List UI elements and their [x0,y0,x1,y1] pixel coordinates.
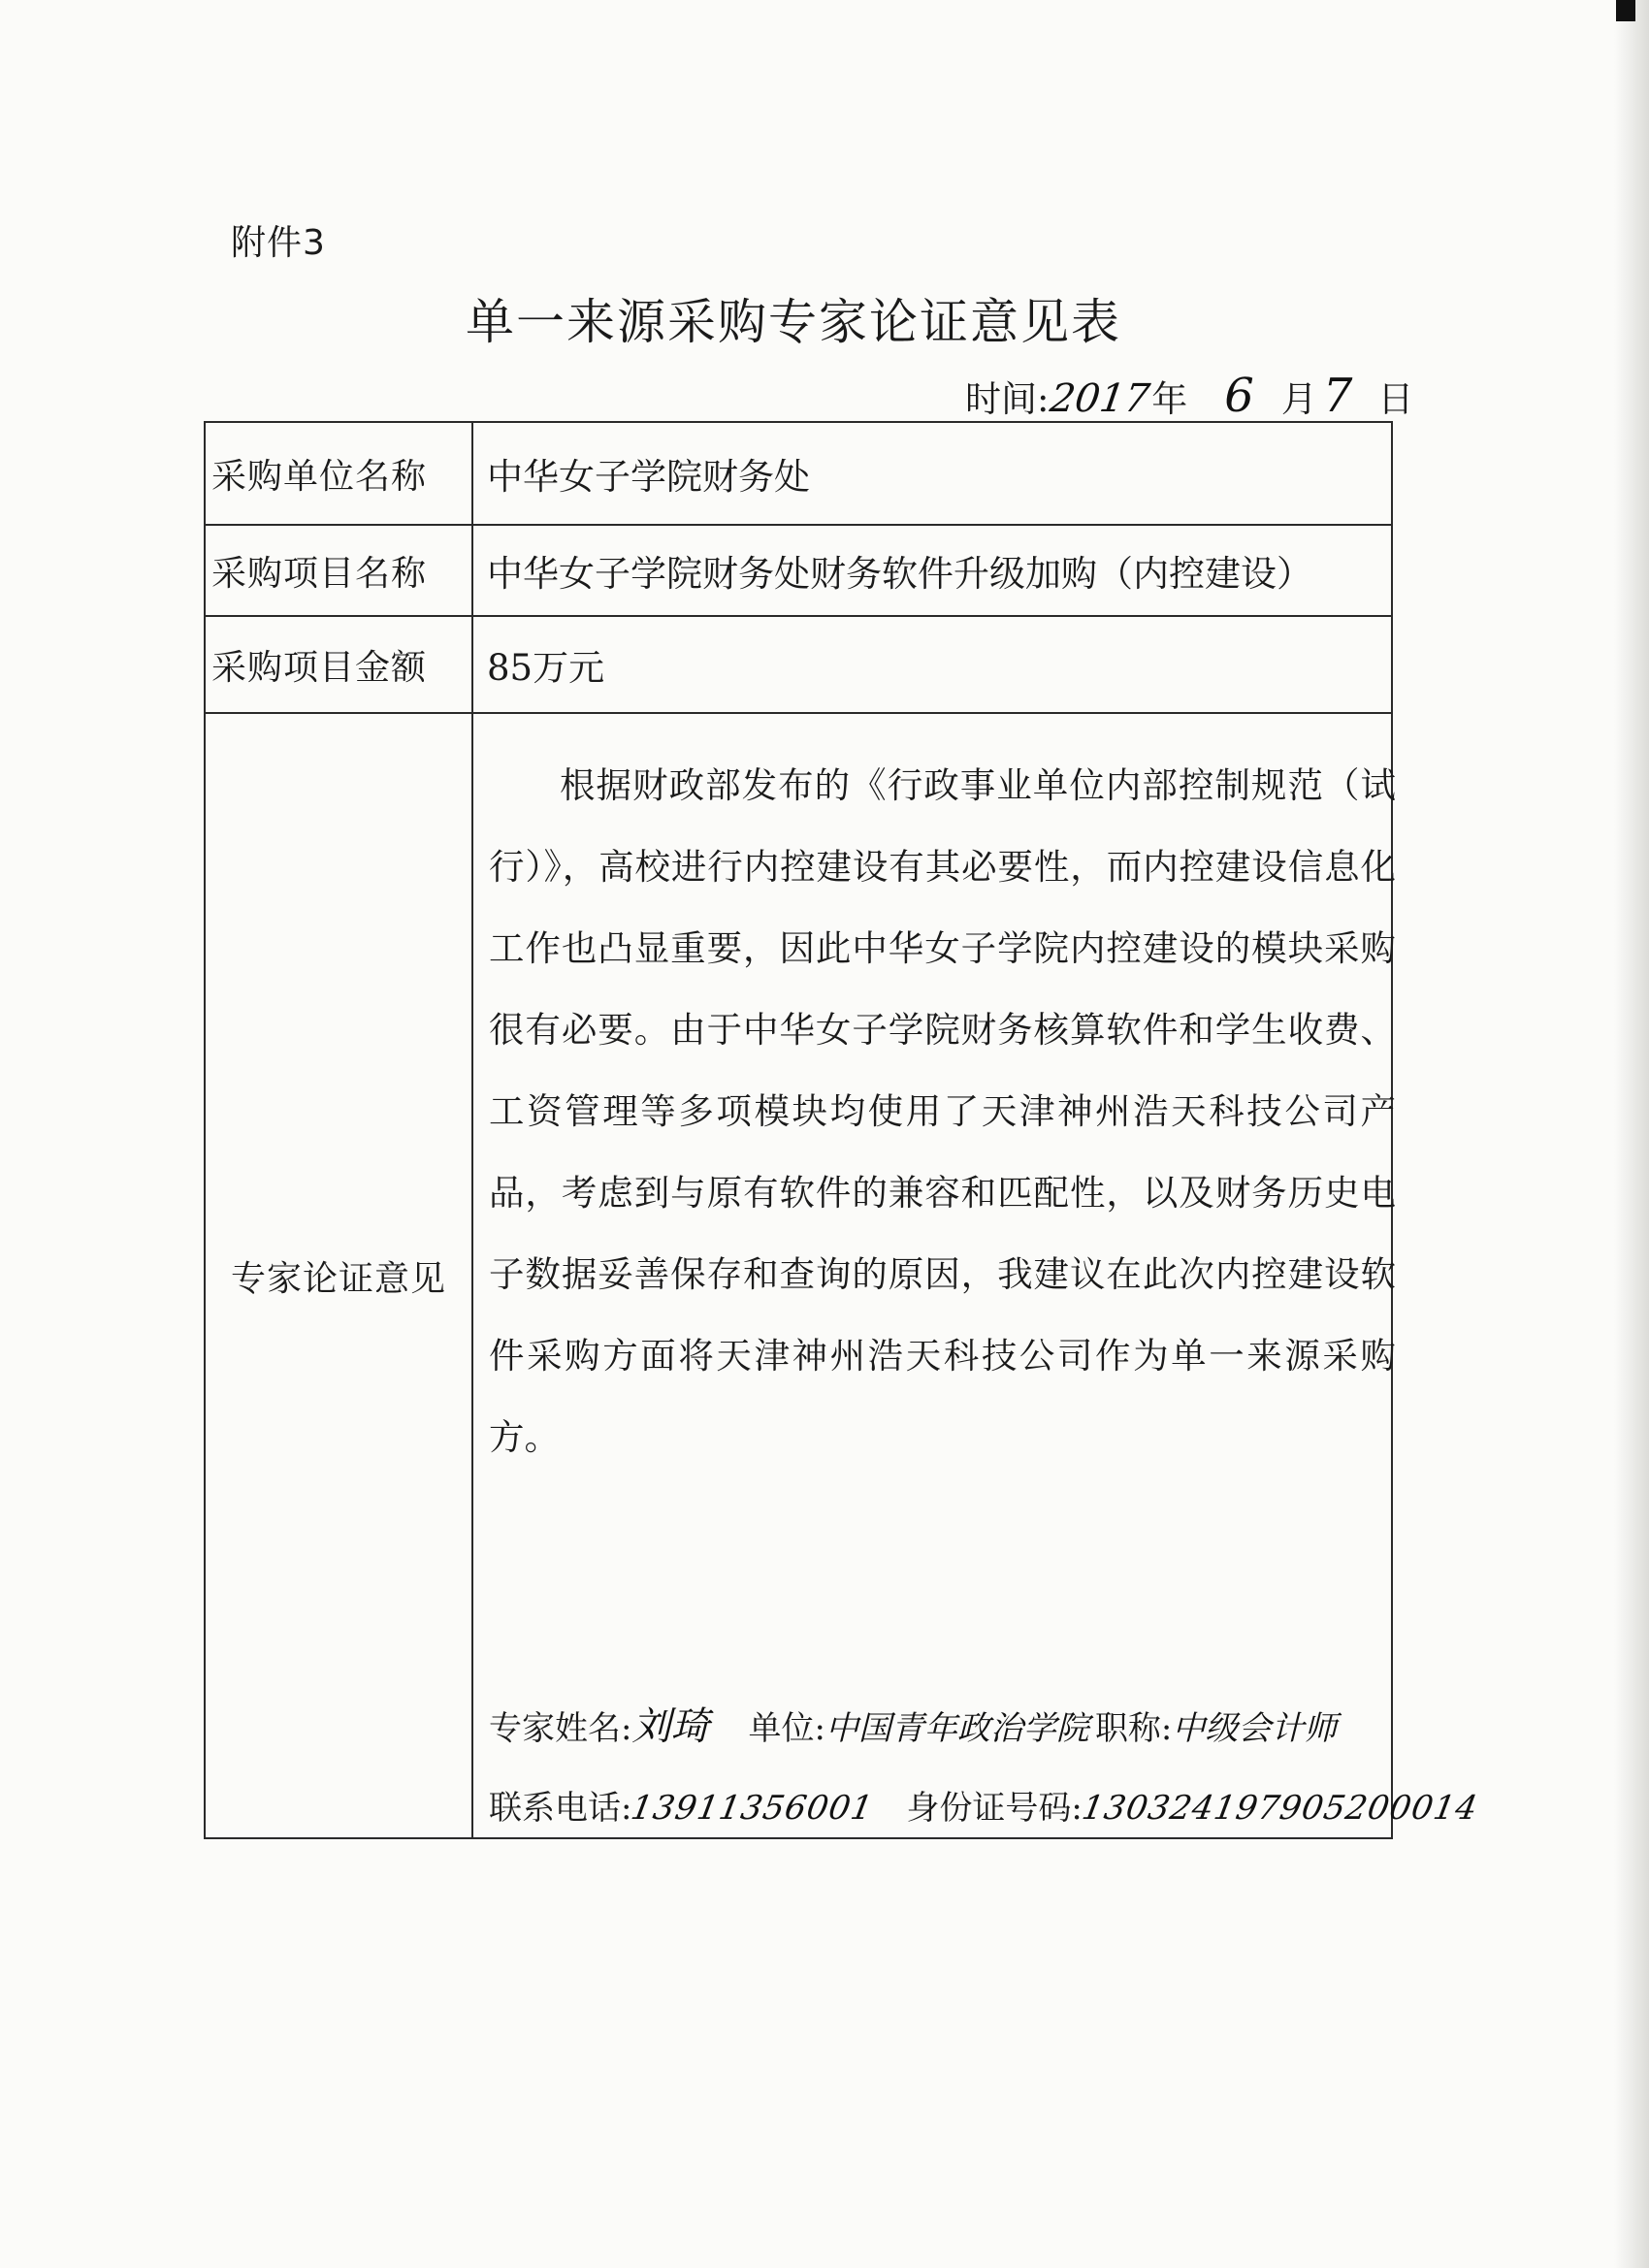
expert-opinion-form [204,421,1481,1839]
expert-name-label: 专家姓名: [489,1709,632,1748]
date-line [965,369,1413,423]
signature-line-1 [489,1696,1342,1751]
opinion-text: 根据财政部发布的《行政事业单位内部控制规范（试行）》，高校进行内控建设有其必要性，而内控建设信息化工作也凸显重要，因此中华女子学院内控建设的模块采购很有必要。由于中华女子学院财务核算软件和学生收费、工资管理等多项模块均使用了天津神州浩天科技公司产品，考虑到与原有软件的兼容和匹配性，以及财务历史电子数据妥善保存和查询的原因，我建议在此次内控建设软件采购方面将天津神州浩天科技公司作为单一来源采购方。 [489,764,1396,1458]
scan-edge [1614,0,1649,2268]
date-day-suffix: 日 [1377,378,1414,420]
form-row-project [205,525,1392,616]
form-row-unit [205,422,1392,525]
project-amount-value: 85万元 [472,616,1392,713]
expert-unit-handwritten: 中国青年政治学院 [824,1709,1089,1748]
opinion-label: 专家论证意见 [205,713,472,1838]
project-name-value: 中华女子学院财务处财务软件升级加购（内控建设） [472,525,1392,616]
opinion-cell [472,713,1481,1838]
scan-corner-mark [1616,0,1635,21]
date-year-suffix: 年 [1151,378,1188,420]
id-number-label: 身份证号码: [906,1789,1083,1828]
signature-line-2 [489,1781,1510,1829]
form-row-opinion [205,713,1392,1838]
date-month-handwritten: 6 [1224,369,1254,423]
date-prefix: 时间: [965,378,1050,420]
date-month-suffix: 月 [1280,378,1317,420]
page-title: 单一来源采购专家论证意见表 [466,294,1121,350]
id-number-handwritten: 130324197905200014 [1079,1789,1481,1828]
unit-name-label: 采购单位名称 [205,422,472,525]
phone-label: 联系电话: [489,1789,632,1828]
attachment-label: 附件3 [231,223,326,263]
expert-name-handwritten: 刘琦 [631,1704,710,1749]
expert-unit-label: 单位: [748,1709,825,1748]
date-year-handwritten: 2017 [1048,376,1153,421]
expert-title-handwritten: 中级会计师 [1172,1709,1338,1748]
form-row-amount [205,616,1392,713]
date-day-handwritten: 7 [1322,369,1353,423]
project-amount-label: 采购项目金额 [205,616,472,713]
unit-name-value: 中华女子学院财务处 [472,422,1392,525]
phone-handwritten: 13911356001 [628,1789,877,1828]
expert-title-label: 职称: [1094,1709,1173,1748]
project-name-label: 采购项目名称 [205,525,472,616]
